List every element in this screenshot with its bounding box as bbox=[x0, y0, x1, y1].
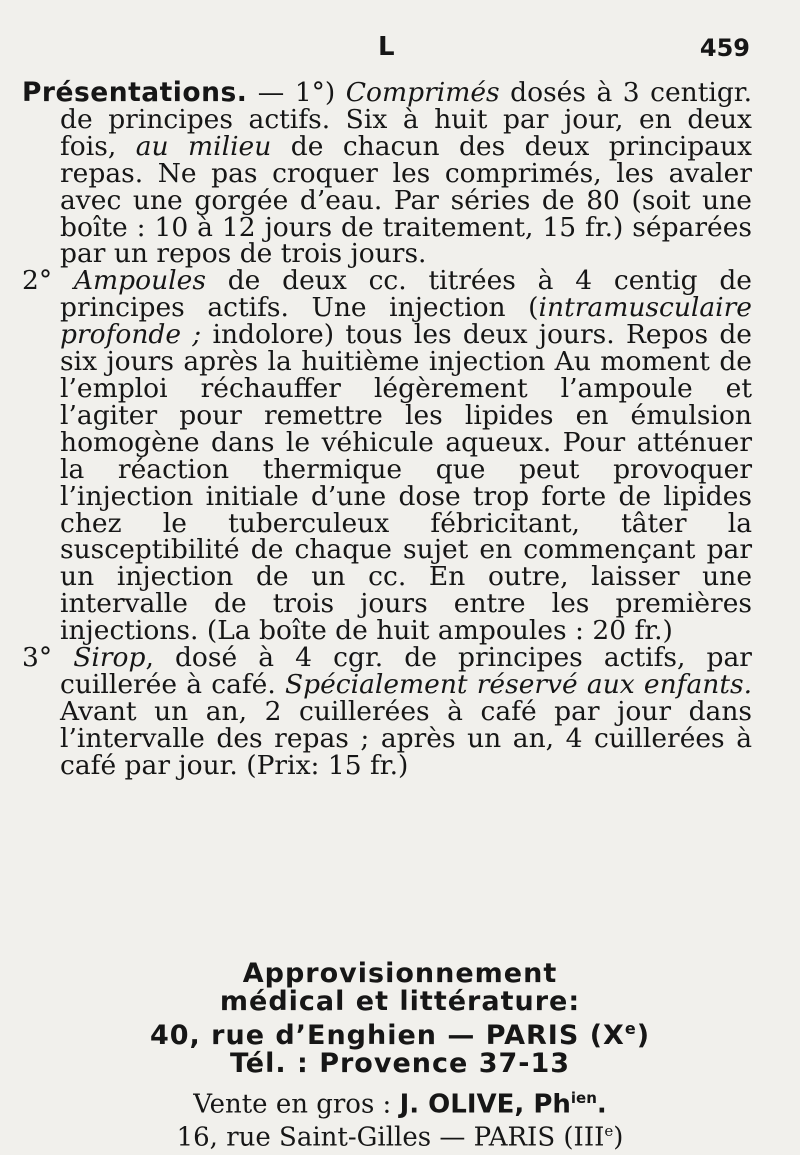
comprimes-text-2: de chacun des deux principaux repas. Ne pas croquer les comprimés, les avaler avec une gorgée d’eau. Par séries de 80 (soit une boîte : 10 à 12 jours de traitement, 15 fr.) séparées par un repos de trois jours. bbox=[60, 130, 752, 270]
wholesaler-period: . bbox=[596, 1089, 607, 1120]
item-number-1: 1°) bbox=[294, 77, 346, 108]
footer-address-paris bbox=[0, 1015, 800, 1050]
wholesaler-sup: ien bbox=[570, 1089, 597, 1107]
footer-phone: Tél. : Provence 37-13 bbox=[229, 1047, 571, 1079]
ampoules-text-1: de deux cc. titrées à 4 centig de principes actifs. Une injection ( bbox=[60, 265, 752, 324]
term-reserve-enfants: Spécialement réservé aux enfants. bbox=[284, 668, 752, 700]
term-au-milieu: au milieu bbox=[135, 130, 272, 162]
address-sup: e bbox=[624, 1019, 637, 1038]
term-ampoules: Ampoules bbox=[73, 265, 206, 297]
page-number: 459 bbox=[699, 34, 750, 62]
body-text bbox=[22, 77, 752, 781]
wholesale-address-text: 16, rue Saint-Gilles — PARIS (III bbox=[176, 1122, 605, 1153]
footer-line-1: Approvisionnement bbox=[242, 958, 558, 989]
page-header bbox=[0, 32, 800, 72]
wholesale-address-sup: e bbox=[604, 1121, 614, 1140]
wholesaler-name: J. OLIVE, Ph bbox=[399, 1089, 571, 1120]
presentation-sirop bbox=[22, 642, 752, 781]
section-letter: L bbox=[378, 32, 395, 62]
sirop-text-1: , dosé à 4 cgr. de principes actifs, par cuillerée à café. bbox=[60, 642, 752, 700]
section-heading: Présentations. bbox=[22, 77, 248, 108]
footer-line-2: médical et littérature: bbox=[219, 985, 581, 1017]
term-comprimes: Comprimés bbox=[345, 77, 500, 108]
item-number-2: 2° bbox=[22, 265, 74, 297]
address-text: 40, rue d’Enghien — PARIS (X bbox=[149, 1020, 625, 1051]
term-intramusculaire: intramusculaire profonde ; bbox=[60, 292, 752, 351]
footer-wholesale bbox=[0, 1085, 800, 1118]
sirop-text-2: Avant un an, 2 cuillerées à café par jour dans l’intervalle des repas ; après un an, 4 cuillerées à café par jour. (Prix: 15 fr.) bbox=[60, 695, 752, 781]
supplier-footer bbox=[0, 958, 800, 1153]
wholesale-label: Vente en gros : bbox=[193, 1089, 400, 1120]
ampoules-text-2: indolore) tous les deux jours. Repos de six jours après la huitième injection Au moment de l’emploi réchauffer légèrement l’ampoule et l’agiter pour remettre les lipides en émulsion homogène dans le véhicule aqueux. Pour atténuer la réaction thermique que peut provoquer l’injection initiale d’une dose trop forte de lipides chez le tuberculeux fébricitant, tâter la susceptibilité de chaque sujet en commençant par un injection de un cc. En outre, laisser une intervalle de trois jours entre les premières injections. (La boîte de huit ampoules : 20 fr.) bbox=[60, 319, 752, 647]
address-close: ) bbox=[636, 1020, 651, 1051]
heading-dash: — bbox=[247, 77, 295, 108]
term-sirop: Sirop bbox=[73, 642, 146, 674]
item-number-3: 3° bbox=[22, 642, 74, 674]
presentation-comprimes bbox=[22, 77, 752, 270]
wholesale-address-close: ) bbox=[613, 1122, 624, 1153]
presentation-ampoules bbox=[22, 265, 752, 647]
footer-wholesale-address bbox=[0, 1118, 800, 1151]
comprimes-text-1: dosés à 3 centigr. de principes actifs. Six à huit par jour, en deux fois, bbox=[60, 77, 752, 162]
